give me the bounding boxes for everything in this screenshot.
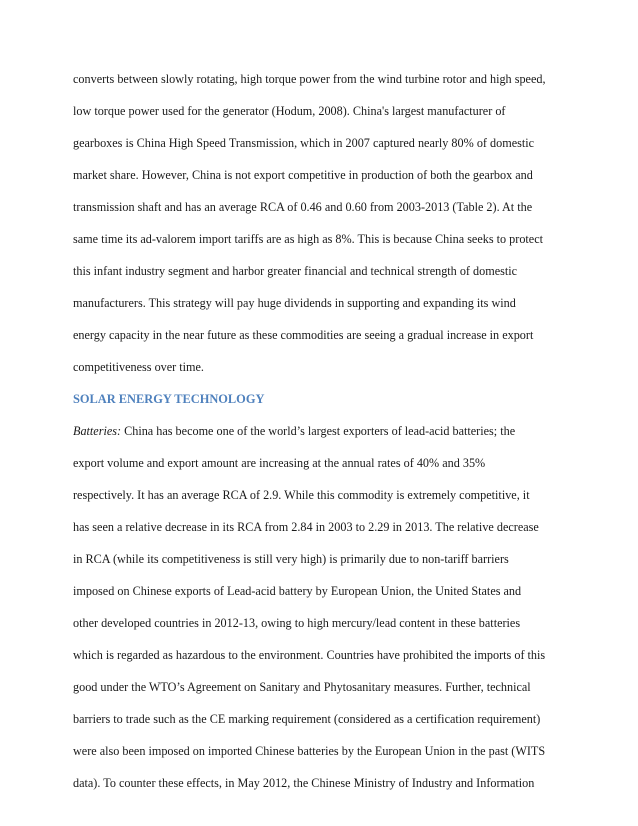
paragraph-1-line-2: low torque power used for the generator (Hodum, 2008). China's largest manufacturer of bbox=[73, 104, 506, 118]
paragraph-2-line-1 bbox=[73, 423, 573, 439]
paragraph-2-line-11: were also been imposed on imported Chinese batteries by the European Union in the past (WITS bbox=[73, 744, 546, 758]
paragraph-2-line-2: export volume and export amount are increasing at the annual rates of 40% and 35% bbox=[73, 456, 486, 470]
paragraph-2-line-12: data). To counter these effects, in May 2012, the Chinese Ministry of Industry and Information bbox=[73, 776, 535, 790]
paragraph-1-line-4: market share. However, China is not export competitive in production of both the gearbox and bbox=[73, 168, 533, 182]
paragraph-1-line-5: transmission shaft and has an average RCA of 0.46 and 0.60 from 2003-2013 (Table 2). At the bbox=[73, 200, 533, 214]
paragraph-2-line-5: in RCA (while its competitiveness is still very high) is primarily due to non-tariff barriers bbox=[73, 552, 509, 566]
paragraph-1-line-7: this infant industry segment and harbor greater financial and technical strength of domestic bbox=[73, 264, 518, 278]
section-heading: SOLAR ENERGY TECHNOLOGY bbox=[73, 392, 265, 406]
paragraph-2-line-8: which is regarded as hazardous to the environment. Countries have prohibited the imports of this bbox=[73, 648, 546, 662]
paragraph-2-line-6: imposed on Chinese exports of Lead-acid battery by European Union, the United States and bbox=[73, 584, 522, 598]
paragraph-1-line-3: gearboxes is China High Speed Transmission, which in 2007 captured nearly 80% of domestic bbox=[73, 136, 535, 150]
paragraph-1-line-8: manufacturers. This strategy will pay huge dividends in supporting and expanding its wind bbox=[73, 296, 516, 310]
paragraph-2-line-7: other developed countries in 2012-13, owing to high mercury/lead content in these batteries bbox=[73, 616, 521, 630]
batteries-label: Batteries: bbox=[73, 424, 122, 438]
paragraph-2-line-3: respectively. It has an average RCA of 2.9. While this commodity is extremely competitive, it bbox=[73, 488, 530, 502]
paragraph-2-line-10: barriers to trade such as the CE marking requirement (considered as a certification requirement) bbox=[73, 712, 541, 726]
paragraph-1-line-6: same time its ad-valorem import tariffs are as high as 8%. This is because China seeks to protect bbox=[73, 232, 543, 246]
paragraph-2-line-4: has seen a relative decrease in its RCA from 2.84 in 2003 to 2.29 in 2013. The relative decrease bbox=[73, 520, 539, 534]
paragraph-2-line-1-text: China has become one of the world’s largest exporters of lead-acid batteries; the bbox=[121, 424, 516, 438]
paragraph-1-line-1: converts between slowly rotating, high torque power from the wind turbine rotor and high speed, bbox=[73, 72, 546, 86]
paragraph-2-line-9: good under the WTO’s Agreement on Sanitary and Phytosanitary measures. Further, technical bbox=[73, 680, 531, 694]
paragraph-1-line-9: energy capacity in the near future as these commodities are seeing a gradual increase in export bbox=[73, 328, 534, 342]
paragraph-1-line-10: competitiveness over time. bbox=[73, 360, 204, 374]
